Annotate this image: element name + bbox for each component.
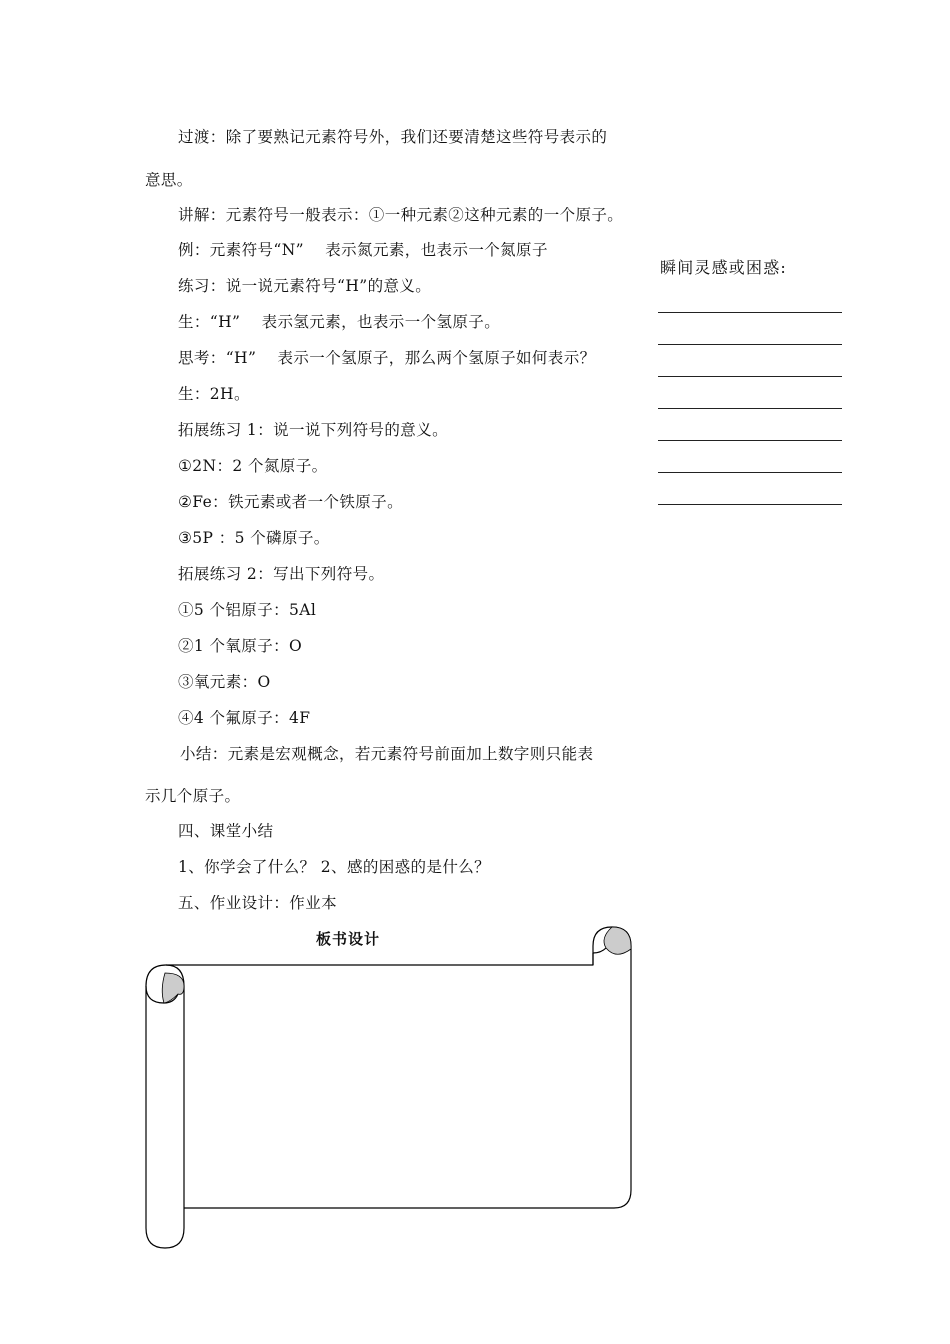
blank-line [658, 344, 842, 345]
text-line: 过渡：除了要熟记元素符号外，我们还要清楚这些符号表示的 [178, 128, 608, 146]
text-line: ④4 个氟原子：4F [178, 709, 311, 727]
scroll-frame [138, 920, 638, 1256]
text-line: 拓展练习 1：说一说下列符号的意义。 [178, 421, 448, 439]
sidebar-title: 瞬间灵感或困惑: [660, 258, 787, 277]
text-line: 思考：“H” 表示一个氢原子，那么两个氢原子如何表示？ [178, 349, 596, 367]
blank-line [658, 376, 842, 377]
blank-line [658, 312, 842, 313]
text-line: 示几个原子。 [145, 787, 241, 805]
section-heading: 五、作业设计：作业本 [178, 894, 338, 912]
text-line: 例：元素符号“N” 表示氮元素，也表示一个氮原子 [178, 241, 548, 259]
scroll-curl-shade-right [604, 927, 631, 954]
board-title: 板书设计 [316, 930, 381, 948]
text-line: ②Fe：铁元素或者一个铁原子。 [178, 493, 403, 511]
section-heading: 四、课堂小结 [178, 822, 274, 840]
text-line: ①5 个铝原子：5Al [178, 601, 317, 619]
text-line: 拓展练习 2：写出下列符号。 [178, 565, 385, 583]
text-line: 生：2H。 [178, 385, 250, 403]
text-line: ③5P ：5 个磷原子。 [178, 529, 330, 547]
scroll-curl-shade-left [162, 973, 184, 1003]
blank-line [658, 408, 842, 409]
blank-line [658, 504, 842, 505]
text-line: 1、你学会了什么？ 2、感的困惑的是什么？ [178, 858, 491, 876]
text-line: ③氧元素：O [178, 673, 271, 691]
blank-line [658, 472, 842, 473]
text-line: 意思。 [145, 171, 193, 189]
text-line: 讲解：元素符号一般表示：①一种元素②这种元素的一个原子。 [178, 206, 624, 224]
text-line: 生：“H” 表示氢元素，也表示一个氢原子。 [178, 313, 501, 331]
blank-line [658, 440, 842, 441]
text-line: ②1 个氧原子：O [178, 637, 303, 655]
text-line: ①2N：2 个氮原子。 [178, 457, 328, 475]
text-line: 小结：元素是宏观概念，若元素符号前面加上数字则只能表 [180, 745, 594, 763]
text-line: 练习：说一说元素符号“H”的意义。 [178, 277, 432, 295]
